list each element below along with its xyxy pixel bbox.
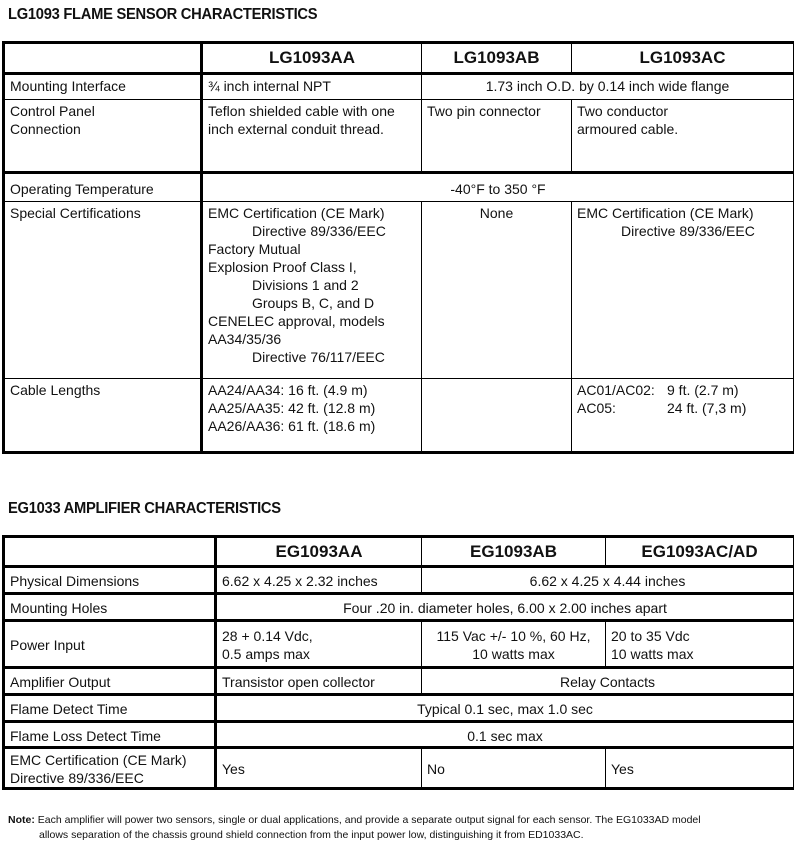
- table-row: [4, 594, 794, 621]
- text-line: 28 + 0.14 Vdc,: [222, 628, 313, 644]
- cell: [202, 202, 422, 379]
- row-label: Mounting Holes: [4, 594, 216, 621]
- text-line: 10 watts max: [611, 646, 694, 662]
- cell: [572, 379, 794, 453]
- cell-empty: [422, 379, 572, 453]
- row-label: Flame Loss Detect Time: [4, 722, 216, 748]
- text-line: Factory Mutual: [208, 241, 301, 257]
- row-label: Flame Detect Time: [4, 695, 216, 722]
- text-line: Directive 76/117/EEC: [252, 349, 385, 365]
- cell: Typical 0.1 sec, max 1.0 sec: [216, 695, 794, 722]
- cell: [202, 100, 422, 173]
- row-label: Operating Temperature: [4, 173, 202, 202]
- label-line: Connection: [10, 121, 81, 137]
- cell: -40°F to 350 °F: [202, 173, 794, 202]
- amplifier-table: [2, 535, 794, 790]
- table-row: [4, 621, 794, 668]
- cell: 6.62 x 4.25 x 4.44 inches: [422, 567, 794, 594]
- cell: [202, 379, 422, 453]
- text-line: Explosion Proof Class I,: [208, 259, 357, 275]
- cell: Two pin connector: [422, 100, 572, 173]
- text-line: AA34/35/36: [208, 331, 282, 347]
- header-empty: [4, 537, 216, 567]
- table-row: [4, 74, 794, 100]
- cell: Yes: [606, 748, 794, 789]
- table-row: [4, 567, 794, 594]
- amplifier-table-title: EG1033 AMPLIFIER CHARACTERISTICS: [8, 500, 281, 517]
- label-line: EMC Certification (CE Mark): [10, 752, 187, 768]
- flame-sensor-table: [2, 41, 794, 454]
- cell: 1.73 inch O.D. by 0.14 inch wide flange: [422, 74, 794, 100]
- text-line: AA25/AA35: 42 ft. (12.8 m): [208, 400, 376, 416]
- cell: No: [422, 748, 606, 789]
- row-label: [4, 748, 216, 789]
- cable-model: AC05:: [577, 400, 616, 416]
- text-line: EMC Certification (CE Mark): [208, 205, 385, 221]
- text-line: 115 Vac +/- 10 %, 60 Hz,: [436, 628, 591, 644]
- header-eg1093acad: EG1093AC/AD: [606, 537, 794, 567]
- row-label: Cable Lengths: [4, 379, 202, 453]
- row-label: Amplifier Output: [4, 668, 216, 695]
- text-line: CENELEC approval, models: [208, 313, 385, 329]
- note-line1: Each amplifier will power two sensors, single or dual applications, and provide a separate output signal for each sensor. The EG1033AD model: [37, 814, 701, 826]
- text-line: AA26/AA36: 61 ft. (18.6 m): [208, 418, 376, 434]
- cell: [572, 202, 794, 379]
- row-label: [4, 100, 202, 173]
- text-line: Directive 89/336/EEC: [621, 223, 755, 239]
- cell: [606, 621, 794, 668]
- text-line: 10 watts max: [472, 646, 555, 662]
- cell: Yes: [216, 748, 422, 789]
- text-line: inch external conduit thread.: [208, 121, 384, 137]
- cell: Four .20 in. diameter holes, 6.00 x 2.00 inches apart: [216, 594, 794, 621]
- cell: [422, 621, 606, 668]
- table-header-row: [4, 537, 794, 567]
- cell: ¾ inch internal NPT: [202, 74, 422, 100]
- table-row: [4, 748, 794, 789]
- cell: [572, 100, 794, 173]
- cell: Relay Contacts: [422, 668, 794, 695]
- table-header-row: [4, 43, 794, 74]
- table-row: [4, 173, 794, 202]
- header-lg1093ac: LG1093AC: [572, 43, 794, 74]
- table-row: [4, 100, 794, 173]
- row-label: Power Input: [4, 621, 216, 668]
- text-line: Teflon shielded cable with one: [208, 103, 395, 119]
- header-empty: [4, 43, 202, 74]
- text-line: Directive 89/336/EEC: [252, 223, 386, 239]
- note-label: Note:: [8, 814, 35, 826]
- text-line: 20 to 35 Vdc: [611, 628, 690, 644]
- table-row: [4, 722, 794, 748]
- cell: [216, 621, 422, 668]
- footnote: [8, 813, 788, 843]
- cable-length: 9 ft. (2.7 m): [667, 382, 739, 398]
- cable-line: [577, 381, 788, 399]
- cable-length: 24 ft. (7,3 m): [667, 400, 747, 416]
- cell: None: [422, 202, 572, 379]
- text-line: armoured cable.: [577, 121, 679, 137]
- text-line: AA24/AA34: 16 ft. (4.9 m): [208, 382, 368, 398]
- label-line: Directive 89/336/EEC: [10, 770, 144, 786]
- table-row: [4, 379, 794, 453]
- text-line: 0.5 amps max: [222, 646, 310, 662]
- table-row: [4, 668, 794, 695]
- text-line: Divisions 1 and 2: [252, 277, 359, 293]
- text-line: EMC Certification (CE Mark): [577, 205, 754, 221]
- sensor-table-title: LG1093 FLAME SENSOR CHARACTERISTICS: [8, 6, 318, 23]
- cable-line: [577, 399, 788, 417]
- row-label: Special Certifications: [4, 202, 202, 379]
- row-label: Mounting Interface: [4, 74, 202, 100]
- cell: Transistor open collector: [216, 668, 422, 695]
- text-line: Two conductor: [577, 103, 669, 119]
- header-lg1093aa: LG1093AA: [202, 43, 422, 74]
- text-line: Groups B, C, and D: [252, 295, 375, 311]
- cable-model: AC01/AC02:: [577, 382, 655, 398]
- cell: 6.62 x 4.25 x 2.32 inches: [216, 567, 422, 594]
- header-lg1093ab: LG1093AB: [422, 43, 572, 74]
- table-row: [4, 695, 794, 722]
- header-eg1093ab: EG1093AB: [422, 537, 606, 567]
- table-row: [4, 202, 794, 379]
- note-line2: allows separation of the chassis ground shield connection from the input power low, distinguishing it from ED1033AC.: [39, 829, 584, 841]
- row-label: Physical Dimensions: [4, 567, 216, 594]
- header-eg1093aa: EG1093AA: [216, 537, 422, 567]
- label-line: Control Panel: [10, 103, 95, 119]
- cell: 0.1 sec max: [216, 722, 794, 748]
